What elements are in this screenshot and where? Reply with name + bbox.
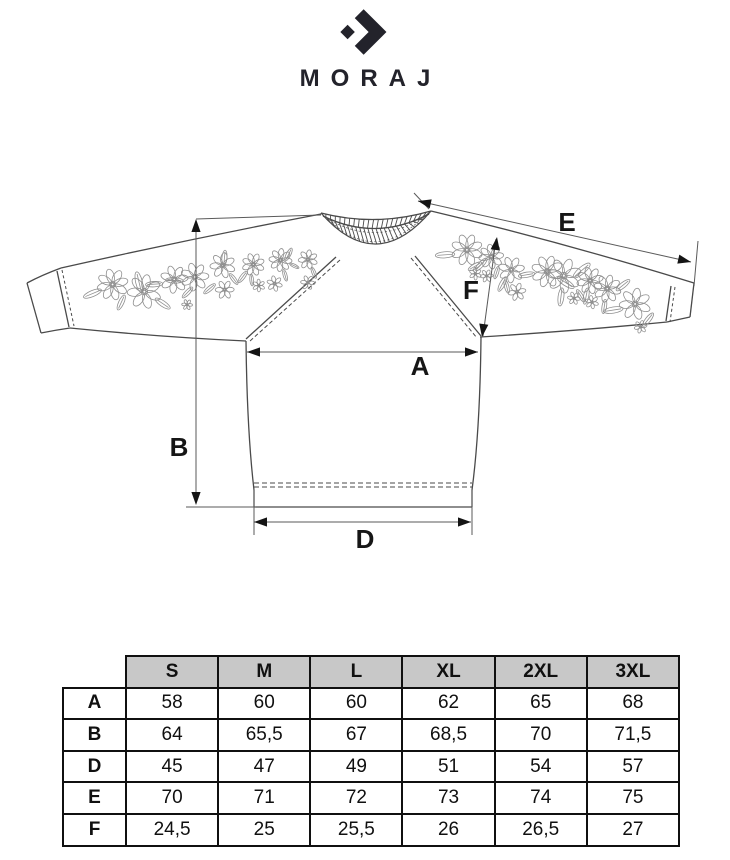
- dimension-label-e: E: [558, 207, 576, 237]
- measurement-value-cell: 67: [310, 719, 402, 751]
- table-corner-cell: [63, 656, 126, 688]
- size-column-header: L: [310, 656, 402, 688]
- size-column-header: 2XL: [495, 656, 587, 688]
- size-column-header: M: [218, 656, 310, 688]
- measurement-value-cell: 65: [495, 688, 587, 720]
- measurement-value-cell: 51: [402, 751, 494, 783]
- measurement-value-cell: 60: [218, 688, 310, 720]
- measurement-value-cell: 68: [587, 688, 679, 720]
- measurement-value-cell: 45: [126, 751, 218, 783]
- measurement-value-cell: 71,5: [587, 719, 679, 751]
- dimension-labels: [170, 207, 576, 554]
- garment-outline: [27, 211, 694, 507]
- size-column-header: XL: [402, 656, 494, 688]
- measurement-value-cell: 70: [495, 719, 587, 751]
- measurement-value-cell: 58: [126, 688, 218, 720]
- table-row: [63, 751, 679, 783]
- dimension-label-d: D: [355, 524, 375, 554]
- measurement-value-cell: 68,5: [402, 719, 494, 751]
- measurement-row-label: A: [63, 688, 126, 720]
- measurement-value-cell: 72: [310, 782, 402, 814]
- table-row: [63, 814, 679, 846]
- brand-name: MORAJ: [299, 65, 442, 92]
- table-row: [63, 688, 679, 720]
- measurement-value-cell: 25: [218, 814, 310, 846]
- dimension-label-b: B: [169, 432, 189, 462]
- dimension-lines: [186, 193, 698, 535]
- measurement-value-cell: 60: [310, 688, 402, 720]
- table-row: [63, 782, 679, 814]
- measurement-value-cell: 73: [402, 782, 494, 814]
- measurement-value-cell: 75: [587, 782, 679, 814]
- measurement-row-label: B: [63, 719, 126, 751]
- dimension-label-a: A: [410, 351, 430, 381]
- measurement-row-label: F: [63, 814, 126, 846]
- dimension-label-f: F: [463, 275, 479, 305]
- measurement-value-cell: 49: [310, 751, 402, 783]
- lace-left: [82, 247, 318, 311]
- measurement-value-cell: 70: [126, 782, 218, 814]
- measurement-value-cell: 26: [402, 814, 494, 846]
- size-column-header: S: [126, 656, 218, 688]
- measurement-row-label: E: [63, 782, 126, 814]
- measurement-value-cell: 25,5: [310, 814, 402, 846]
- measurement-value-cell: 27: [587, 814, 679, 846]
- measurement-row-label: D: [63, 751, 126, 783]
- measurement-value-cell: 26,5: [495, 814, 587, 846]
- dimension-arrows: [191, 199, 691, 526]
- measurement-value-cell: 24,5: [126, 814, 218, 846]
- measurement-value-cell: 64: [126, 719, 218, 751]
- measurement-value-cell: 71: [218, 782, 310, 814]
- measurement-value-cell: 62: [402, 688, 494, 720]
- table-row: [63, 719, 679, 751]
- measurement-value-cell: 54: [495, 751, 587, 783]
- size-column-header: 3XL: [587, 656, 679, 688]
- measurement-value-cell: 65,5: [218, 719, 310, 751]
- measurement-value-cell: 57: [587, 751, 679, 783]
- measurement-value-cell: 74: [495, 782, 587, 814]
- size-table: [62, 655, 680, 847]
- measurement-value-cell: 47: [218, 751, 310, 783]
